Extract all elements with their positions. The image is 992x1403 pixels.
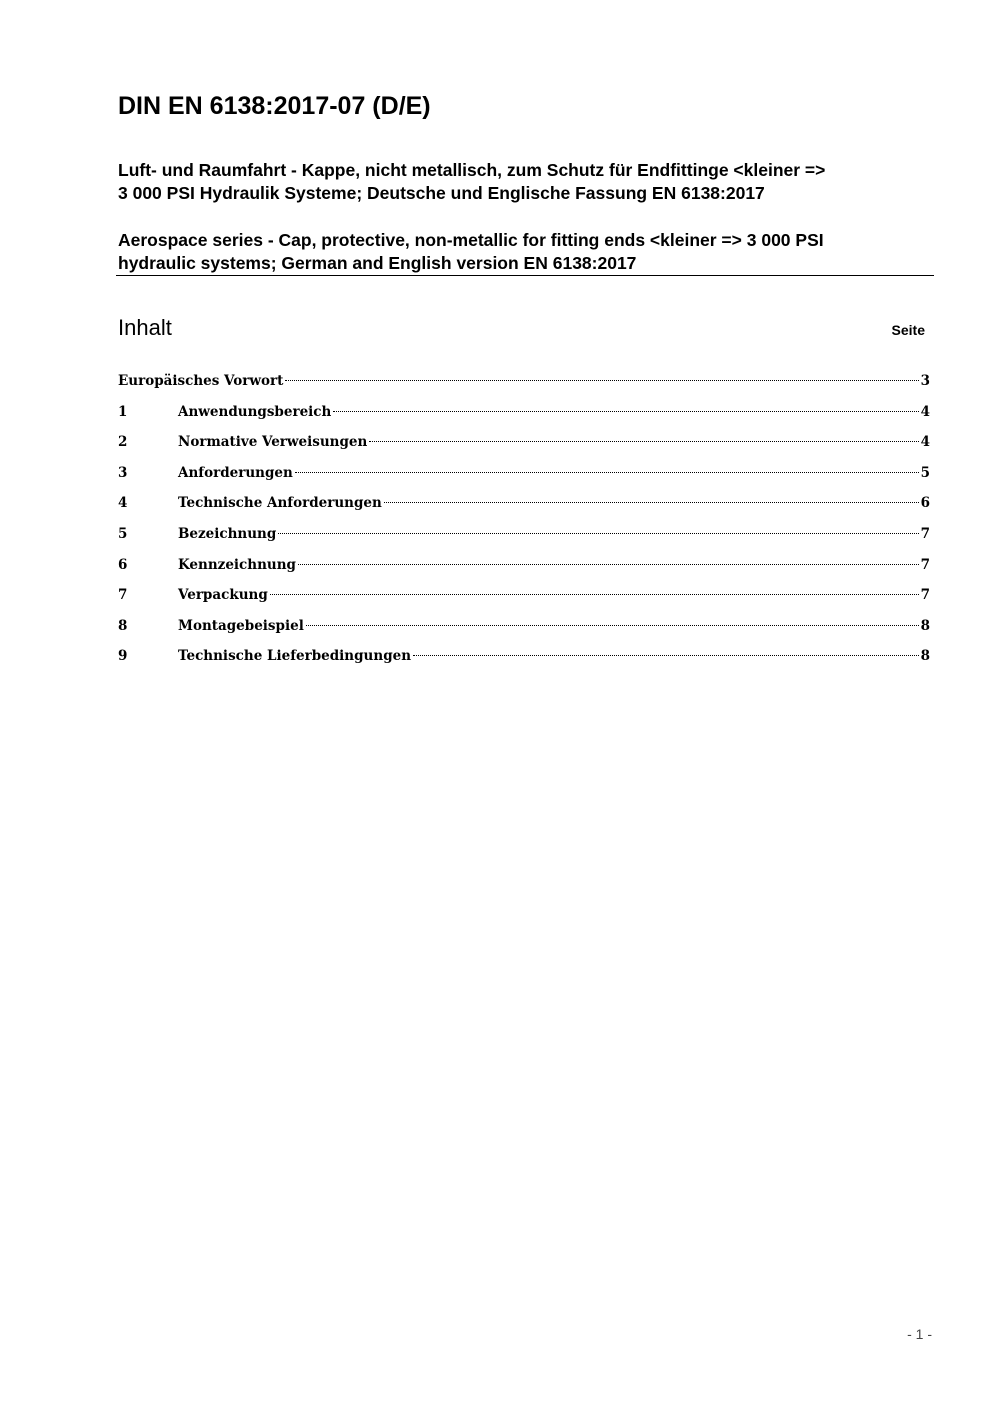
toc-entry-number: 4: [118, 495, 128, 512]
toc-entry-page: 6: [920, 495, 930, 512]
toc-entry-page: 8: [920, 648, 930, 665]
page-number: - 1 -: [907, 1326, 932, 1342]
toc-entry-number: 1: [118, 403, 128, 420]
toc-entry[interactable]: [118, 370, 930, 401]
toc-entry[interactable]: [118, 431, 930, 462]
toc-entry-page: 7: [920, 525, 930, 542]
toc-entry-title: Montagebeispiel: [178, 617, 304, 634]
toc-entry-title: Anwendungsbereich: [178, 403, 332, 420]
toc-entry[interactable]: [118, 492, 930, 523]
english-title-line: hydraulic systems; German and English version EN 6138:2017: [118, 253, 637, 273]
toc-entry-number: 3: [118, 464, 128, 481]
toc-entry-page: 8: [920, 617, 930, 634]
toc-dot-leader: [270, 594, 919, 595]
german-title: [118, 159, 948, 205]
german-title-line: Luft- und Raumfahrt - Kappe, nicht metallisch, zum Schutz für Endfittinge <kleiner =>: [118, 160, 826, 180]
toc-entry-title: Europäisches Vorwort: [118, 373, 284, 389]
toc-entry-page: 5: [920, 464, 930, 481]
toc-entry[interactable]: [118, 554, 930, 585]
toc-entry-title: Verpackung: [178, 587, 268, 604]
toc-dot-leader: [285, 380, 918, 381]
toc-dot-leader: [333, 411, 918, 412]
toc-entry-title: Bezeichnung: [178, 525, 277, 542]
toc-entry[interactable]: [118, 401, 930, 432]
toc-entry-page: 4: [920, 434, 930, 451]
toc-entry-title: Normative Verweisungen: [178, 434, 368, 451]
toc-entry-number: 2: [118, 434, 128, 451]
toc-entry[interactable]: [118, 615, 930, 646]
toc-entry-number: 5: [118, 525, 128, 542]
toc-entry-number: 6: [118, 556, 128, 573]
german-title-line: 3 000 PSI Hydraulik Systeme; Deutsche und Englische Fassung EN 6138:2017: [118, 183, 765, 203]
toc-entry[interactable]: [118, 462, 930, 493]
toc-entry-title: Kennzeichnung: [178, 556, 296, 573]
toc-entry-title: Anforderungen: [178, 464, 293, 481]
toc-entry-page: 7: [920, 556, 930, 573]
toc-dot-leader: [295, 472, 919, 473]
toc-entry-page: 4: [920, 403, 930, 420]
toc-dot-leader: [306, 625, 919, 626]
toc-dot-leader: [384, 502, 919, 503]
toc-dot-leader: [278, 533, 918, 534]
toc-entry-title: Technische Lieferbedingungen: [178, 648, 412, 665]
toc-dot-leader: [369, 441, 918, 442]
header-divider: [116, 275, 934, 276]
toc-entry[interactable]: [118, 645, 930, 676]
toc-entry-number: 9: [118, 648, 128, 665]
toc-entry-page: 7: [920, 587, 930, 604]
toc-entry[interactable]: [118, 523, 930, 554]
toc-entry-title: Technische Anforderungen: [178, 495, 382, 512]
toc-dot-leader: [298, 564, 919, 565]
english-title-line: Aerospace series - Cap, protective, non-metallic for fitting ends <kleiner => 3 000 PSI: [118, 230, 824, 250]
toc-dot-leader: [413, 655, 919, 656]
toc-entry-page: 3: [920, 373, 930, 389]
document-title: DIN EN 6138:2017-07 (D/E): [118, 92, 431, 120]
toc-page-column-label: Seite: [891, 322, 925, 338]
table-of-contents: [118, 370, 930, 676]
toc-heading: Inhalt: [118, 315, 172, 340]
toc-entry-number: 7: [118, 587, 128, 604]
english-title: [118, 229, 948, 275]
toc-entry-number: 8: [118, 617, 128, 634]
toc-entry[interactable]: [118, 584, 930, 615]
